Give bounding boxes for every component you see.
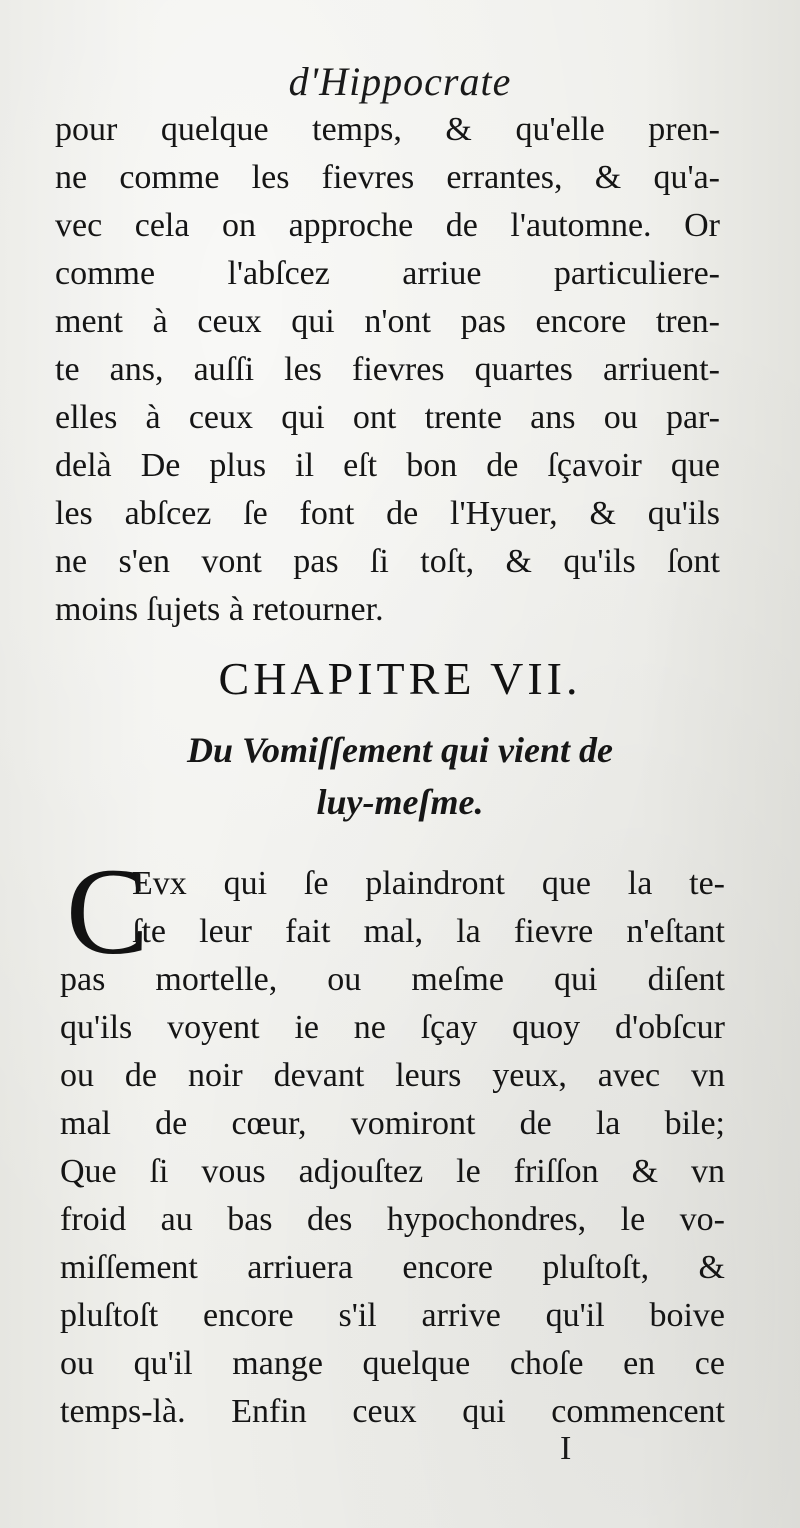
text-line: comme l'abſcez arriue particuliere- — [55, 255, 720, 292]
text-line: pas mortelle, ou meſme qui diſent — [60, 961, 725, 998]
chapter-subtitle — [0, 724, 800, 828]
text-line: vec cela on approche de l'automne. Or — [55, 207, 720, 244]
text-line: ne s'en vont pas ſi toſt, & qu'ils ſont — [55, 543, 720, 580]
text-line: froid au bas des hypochondres, le vo- — [60, 1201, 725, 1238]
text-line: Que ſi vous adjouſtez le friſſon & vn — [60, 1153, 725, 1190]
text-line: ſte leur fait mal, la fievre n'eſtant — [132, 913, 725, 950]
text-line: delà De plus il eſt bon de ſçavoir que — [55, 447, 720, 484]
text-line: elles à ceux qui ont trente ans ou par- — [55, 399, 720, 436]
signature-mark: I — [560, 1430, 572, 1467]
text-line: miſſement arriuera encore pluſtoſt, & — [60, 1249, 725, 1286]
chapter-title: CHAPITRE VII. — [218, 653, 582, 704]
text-line: Evx qui ſe plaindront que la te- — [132, 865, 725, 902]
paragraph-2 — [60, 860, 725, 1436]
text-line: les abſcez ſe font de l'Hyuer, & qu'ils — [55, 495, 720, 532]
text-line: temps-là. Enfin ceux qui commencent — [60, 1393, 725, 1430]
chapter-subtitle-line: Du Vomiſſement qui vient de — [187, 730, 613, 770]
text-line: ment à ceux qui n'ont pas encore tren- — [55, 303, 720, 340]
chapter-subtitle-line: luy-meſme. — [316, 782, 484, 822]
text-line: mal de cœur, vomiront de la bile; — [60, 1105, 725, 1142]
text-line: moins ſujets à retourner. — [55, 591, 384, 628]
text-line: qu'ils voyent ie ne ſçay quoy d'obſcur — [60, 1009, 725, 1046]
text-line: pour quelque temps, & qu'elle pren- — [55, 111, 720, 148]
drop-cap: C — [66, 843, 149, 980]
running-head: d'Hippocrate — [288, 59, 512, 104]
paragraph-1 — [55, 106, 720, 634]
text-line: ou de noir devant leurs yeux, avec vn — [60, 1057, 725, 1094]
text-line: ne comme les fievres errantes, & qu'a- — [55, 159, 720, 196]
text-line: pluſtoſt encore s'il arrive qu'il boive — [60, 1297, 725, 1334]
text-line: te ans, auſſi les fievres quartes arriuent- — [55, 351, 720, 388]
text-line: ou qu'il mange quelque choſe en ce — [60, 1345, 725, 1382]
